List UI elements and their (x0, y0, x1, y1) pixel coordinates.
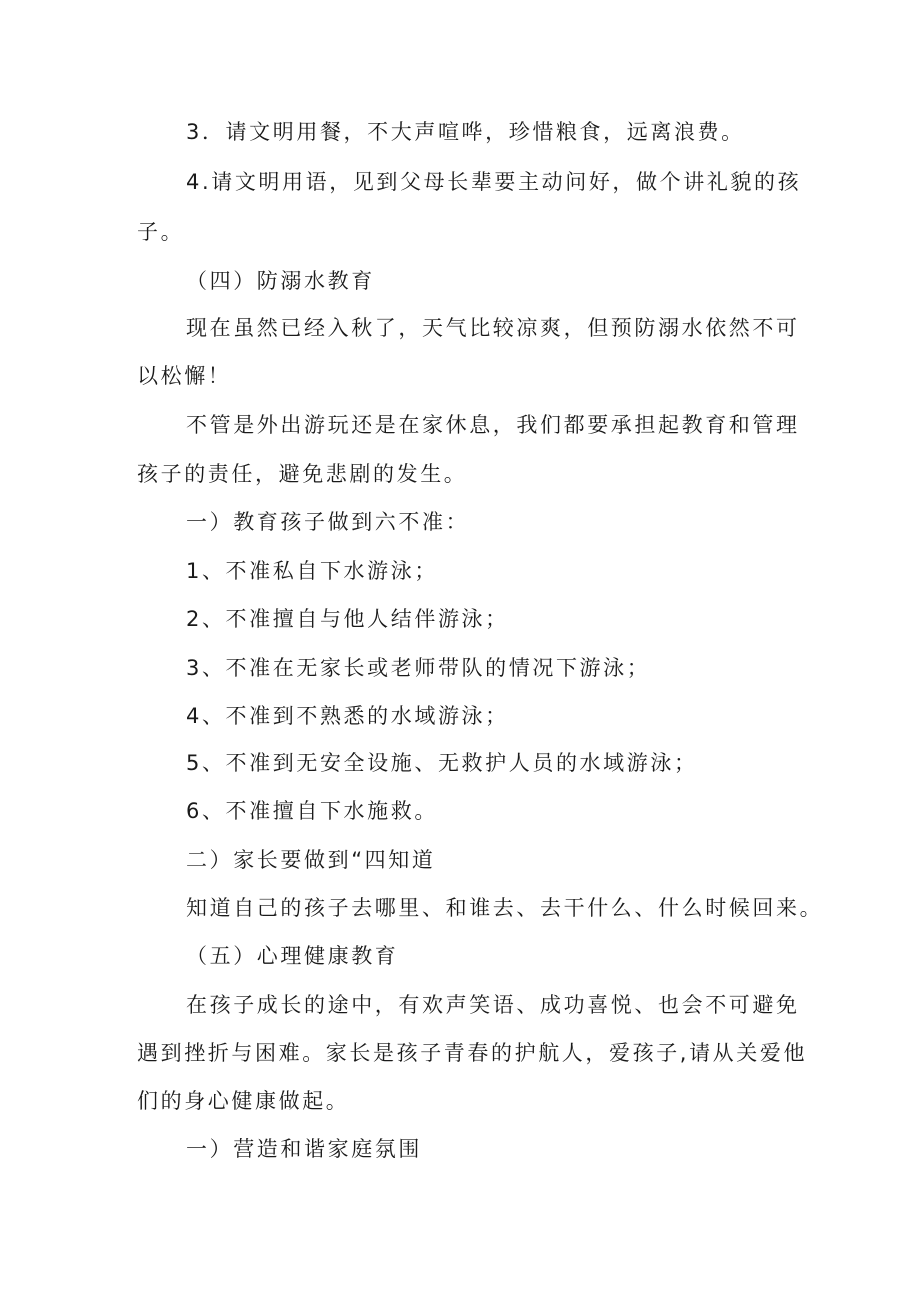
list-item: 5、不准到无安全设施、无救护人员的水域游泳； (186, 751, 698, 775)
paragraph-rule-3: 3．请文明用餐，不大声喧哗，珍惜粮食，远离浪费。 (186, 120, 745, 144)
list-item: 2、不准擅自与他人结伴游泳； (186, 607, 509, 631)
section-heading-drowning-prevention: （四）防溺水教育 (186, 269, 375, 293)
list-item: 3、不准在无家长或老师带队的情况下游泳； (186, 656, 651, 680)
paragraph-rule-4: 4.请文明用语，见到父母长辈要主动问好，做个讲礼貌的孩 (186, 170, 802, 194)
paragraph-growth-continued: 遇到挫折与困难。家长是孩子青春的护航人，爱孩子,请从关爱他 (137, 1041, 808, 1065)
paragraph-four-knows: 知道自己的孩子去哪里、和谁去、去干什么、什么时候回来。 (186, 896, 824, 920)
paragraph-responsibility-continued: 孩子的责任，避免悲剧的发生。 (137, 462, 468, 486)
paragraph-growth-end: 们的身心健康做起。 (137, 1089, 350, 1113)
paragraph-growth: 在孩子成长的途中，有欢声笑语、成功喜悦、也会不可避免 (186, 993, 800, 1017)
subheading-family-atmosphere: 一）营造和谐家庭氛围 (186, 1137, 422, 1161)
section-heading-mental-health: （五）心理健康教育 (186, 944, 399, 968)
list-item: 6、不准擅自下水施救。 (186, 799, 438, 823)
paragraph-autumn-warning: 现在虽然已经入秋了，天气比较凉爽，但预防溺水依然不可 (186, 316, 800, 340)
list-item: 1、不准私自下水游泳； (186, 559, 438, 583)
paragraph-rule-4-continued: 子。 (137, 220, 185, 244)
list-item: 4、不准到不熟悉的水域游泳； (186, 704, 509, 728)
paragraph-autumn-warning-continued: 以松懈！ (137, 364, 232, 388)
subheading-six-rules: 一）教育孩子做到六不准： (186, 510, 470, 534)
subheading-four-knows: 二）家长要做到“四知道 (186, 848, 436, 872)
paragraph-responsibility: 不管是外出游玩还是在家休息，我们都要承担起教育和管理 (186, 413, 800, 437)
